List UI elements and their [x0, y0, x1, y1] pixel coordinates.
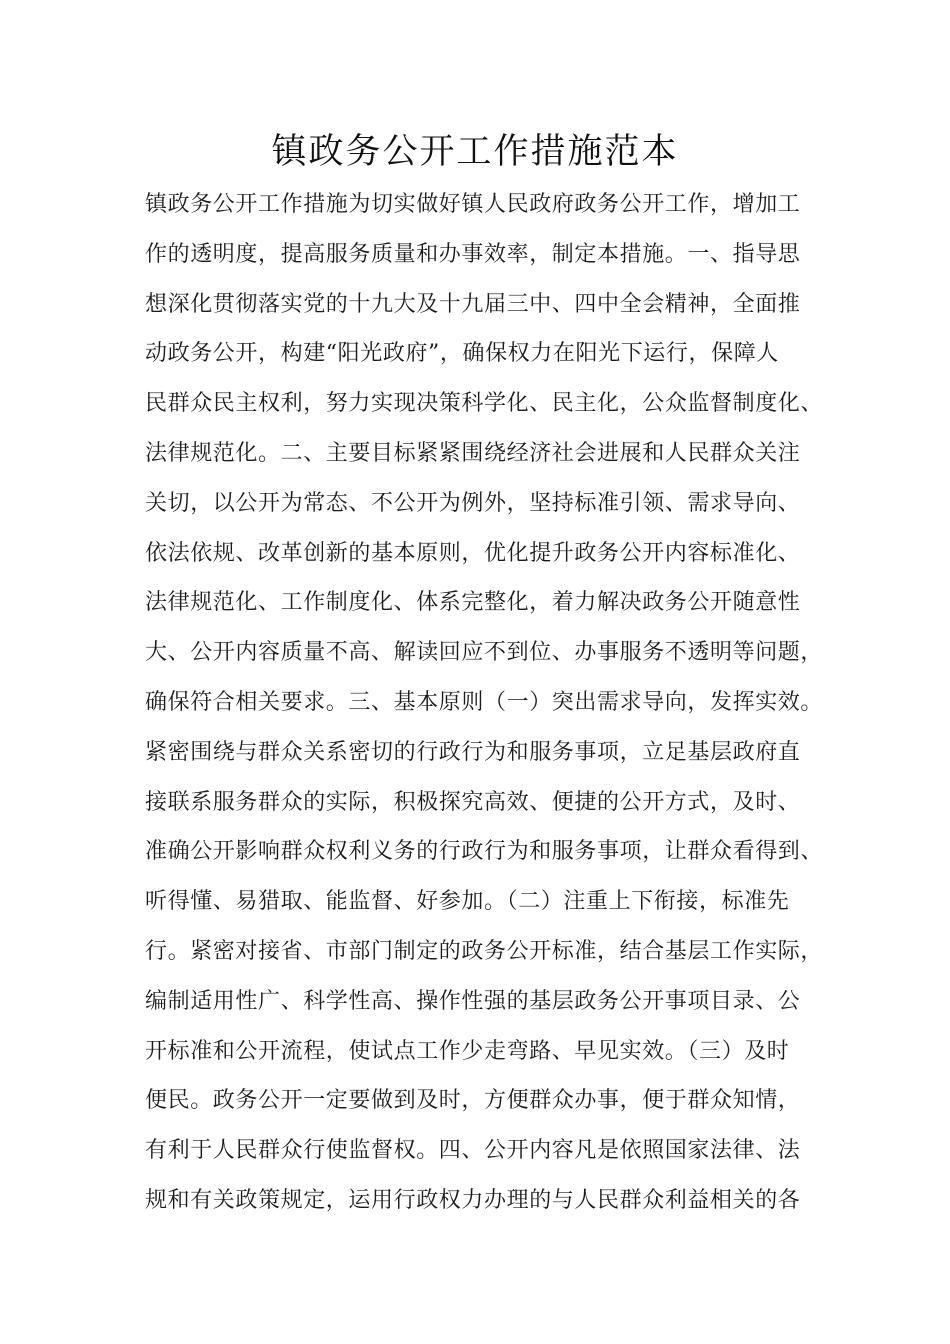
- body-line-16: 行。紧密对接省、市部门制定的政务公开标准，结合基层工作实际，: [145, 938, 824, 964]
- body-line-5: 民群众民主权利，努力实现决策科学化、民主化，公众监督制度化、: [145, 391, 824, 417]
- body-line-17: 编制适用性广、科学性高、操作性强的基层政务公开事项目录、公: [145, 988, 801, 1014]
- body-line-8: 依法依规、改革创新的基本原则，优化提升政务公开内容标准化、: [145, 540, 801, 566]
- body-line-2: 作的透明度，提高服务质量和办事效率，制定本措施。一、指导思: [145, 241, 801, 267]
- body-line-21: 规和有关政策规定，运用行政权力办理的与人民群众利益相关的各: [145, 1187, 801, 1213]
- body-line-19: 便民。政务公开一定要做到及时，方便群众办事，便于群众知情，: [145, 1088, 801, 1114]
- body-line-1: 镇政务公开工作措施为切实做好镇人民政府政务公开工作，增加工: [145, 192, 801, 217]
- body-line-15: 听得懂、易猎取、能监督、好参加。（二）注重上下衔接，标准先: [145, 889, 790, 915]
- body-line-18: 开标准和公开流程，使试点工作少走弯路、早见实效。（三）及时: [145, 1038, 790, 1064]
- body-line-14: 准确公开影响群众权利义务的行政行为和服务事项，让群众看得到、: [145, 839, 824, 865]
- body-line-7: 关切，以公开为常态、不公开为例外，坚持标准引领、需求导向、: [145, 490, 801, 516]
- body-line-3: 想深化贯彻落实党的十九大及十九届三中、四中全会精神，全面推: [145, 291, 801, 317]
- body-line-20: 有利于人民群众行使监督权。四、公开内容凡是依照国家法律、法: [145, 1138, 801, 1164]
- body-line-6: 法律规范化。二、主要目标紧紧围绕经济社会进展和人民群众关注: [145, 440, 801, 466]
- body-line-4: 动政务公开，构建“阳光政府”，确保权力在阳光下运行，保障人: [145, 341, 779, 367]
- body-line-12: 紧密围绕与群众关系密切的行政行为和服务事项，立足基层政府直: [145, 739, 801, 765]
- body-line-13: 接联系服务群众的实际，积极探究高效、便捷的公开方式，及时、: [145, 789, 801, 815]
- document-body: [145, 180, 835, 1226]
- body-line-11: 确保符合相关要求。三、基本原则（一）突出需求导向，发挥实效。: [145, 689, 824, 715]
- document-title: 镇政务公开工作措施范本: [271, 132, 679, 172]
- body-line-10: 大、公开内容质量不高、解读回应不到位、办事服务不透明等问题，: [145, 640, 824, 666]
- body-line-9: 法律规范化、工作制度化、体系完整化，着力解决政务公开随意性: [145, 590, 801, 616]
